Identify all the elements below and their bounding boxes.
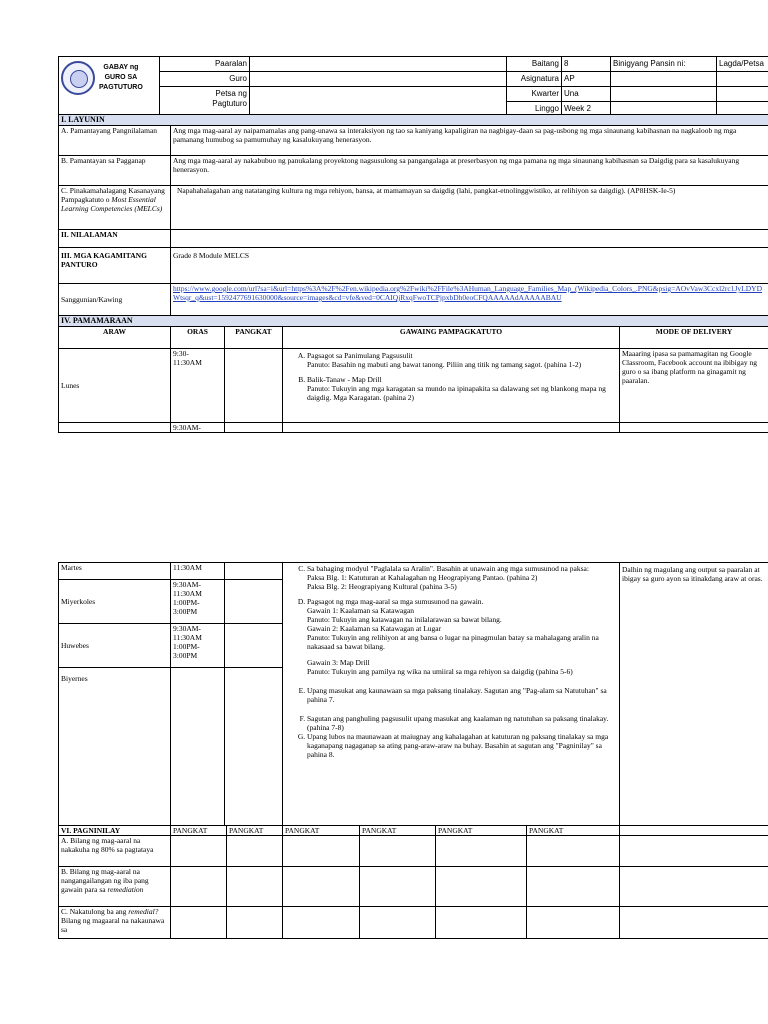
pagninilay-c-cell[interactable] <box>436 907 527 939</box>
nilalaman-value <box>171 230 768 248</box>
next-oras: 9:30AM- <box>171 423 225 433</box>
pangkat-header-2: PANGKAT <box>227 826 283 836</box>
paaralan-value[interactable] <box>250 57 507 72</box>
gawain-c <box>307 564 617 591</box>
pagninilay-c-cell[interactable] <box>171 907 227 939</box>
pagninilay-table <box>58 825 768 939</box>
pamantayan-sa-pagganap-label: B. Pamantayan sa Pagganap <box>59 156 171 186</box>
lagda-cell-2 <box>717 72 768 87</box>
lunes-gawain-a-title: A. Pagsagot sa Panimulang Pagsusulit <box>307 351 413 360</box>
huwebes-pangkat <box>225 624 283 668</box>
lunes-gawain-a <box>307 351 617 369</box>
week-gawain <box>283 563 620 826</box>
sanggunian-link-cell <box>171 284 768 316</box>
pangkat-header-1: PANGKAT <box>171 826 227 836</box>
col-araw: ARAW <box>59 327 171 349</box>
lunes-mode: Maaaring ipasa sa pamamagitan ng Google Classroom, Facebook account na ibibigay ng guro o sa ibang platform na ginagamit ng paaralan. <box>620 349 768 423</box>
pagninilay-b-cell[interactable] <box>360 867 436 907</box>
col-pangkat: PANGKAT <box>225 327 283 349</box>
miyerkoles-oras-1: 9:30AM- <box>173 580 201 589</box>
lunes-gawain-b <box>307 375 617 402</box>
gawain-c-text: C. Sa bahaging modyul "Paglalala sa Aralin". Basahin at unawain ang mga sumusunod na paksa: <box>307 564 589 573</box>
lunes-pangkat <box>225 349 283 423</box>
asignatura-label: Asignatura <box>507 72 562 87</box>
header-logo-cell <box>59 57 160 117</box>
lunes-oras-line-1: 9:30- <box>173 349 189 358</box>
miyerkoles-oras-4: 3:00PM <box>173 607 198 616</box>
pagninilay-a-cell[interactable] <box>620 836 768 867</box>
pagninilay-a-cell[interactable] <box>283 836 360 867</box>
pamantayang-pangnilalaman-label: A. Pamantayang Pangnilalaman <box>59 126 171 156</box>
pagninilay-b-cell[interactable] <box>227 867 283 907</box>
miyerkoles-oras <box>171 580 225 624</box>
gawain-c-paksa-2: Paksa Blg. 2: Heograpiyang Kultural (pahina 3-5) <box>307 582 457 591</box>
baitang-label: Baitang <box>507 57 562 72</box>
melcs-label-line-1: C. Pinakamahalagang Kasanayang Pampagkatuto o <box>61 186 165 204</box>
pansin-cell-2 <box>611 72 717 87</box>
gawain-c-paksa-1: Paksa Blg. 1: Katuturan at Kahalagahan ng Heograpiyang Pantao. (pahina 2) <box>307 573 538 582</box>
pagninilay-b-label <box>59 867 171 907</box>
guro-value[interactable] <box>250 72 507 87</box>
pagninilay-c-cell[interactable] <box>360 907 436 939</box>
lesson-plan-body-table <box>58 114 768 433</box>
nilalaman-heading: II. NILALAMAN <box>59 230 171 248</box>
header-title-line-2: GURO SA <box>104 74 138 81</box>
martes-oras: 11:30AM <box>171 563 225 580</box>
bigyang-pansin-label: Binigyang Pansin ni: <box>611 57 717 72</box>
huwebes-oras-2: 11:30AM <box>173 633 202 642</box>
gawain-e: E. Upang masukat ang kaunawaan sa mga paksang tinalakay. Sagutan ang "Pag-alam sa Natutuhan" sa pahina 7. <box>307 686 617 704</box>
header-title-line-3: PAGTUTURO <box>99 84 143 91</box>
lesson-plan-header-table <box>58 56 768 117</box>
deped-seal-icon <box>61 61 95 95</box>
day-miyerkoles: Miyerkoles <box>59 580 171 624</box>
sanggunian-link[interactable]: https://www.google.com/url?sa=i&url=https%3A%2F%2Fen.wikipedia.org%2Fwiki%2FFile%3AHuman_Language_Families_Map_(Wikipedia_Colors_.PNG&psig=AOvVaw3Ccxl2rc1JyLDYDWtsqr_q&ust=1592477691630000&source=images&cd=vfe&ved=0CAIQjRxqFwoTCPjpxbDh0eoCFQAAAAAdAAAAABAU <box>173 284 762 302</box>
gawain-f: F. Sagutan ang panghuling pagsusulit upang masukat ang kaalaman ng natutuhan sa paksang tinalakay. (pahina 7-8) <box>307 714 617 732</box>
pangkat-header-extra <box>620 826 768 836</box>
page-2 <box>58 562 768 944</box>
pagninilay-b-cell[interactable] <box>527 867 620 907</box>
huwebes-oras-1: 9:30AM- <box>173 624 201 633</box>
miyerkoles-oras-3: 1:00PM- <box>173 598 200 607</box>
melcs-text <box>171 186 768 230</box>
next-mode <box>620 423 768 433</box>
col-oras: ORAS <box>171 327 225 349</box>
gawain-1-body: Panuto: Tukuyin ang katawagan na inilalarawan sa bawat bilang. <box>307 615 502 624</box>
petsa-label-line-2: Pagtuturo <box>212 99 247 108</box>
petsa-label-line-1: Petsa ng <box>215 89 247 98</box>
pansin-cell-3 <box>611 87 717 102</box>
lunes-gawain <box>283 349 620 423</box>
biyernes-oras <box>171 668 225 826</box>
kagamitan-module: Grade 8 Module MELCS <box>171 248 768 284</box>
gawain-1-title: Gawain 1: Kaalaman sa Katawagan <box>307 606 415 615</box>
baitang-value[interactable]: 8 <box>562 57 611 72</box>
miyerkoles-oras-2: 11:30AM <box>173 589 202 598</box>
day-huwebes: Huwebes <box>59 624 171 668</box>
col-gawain: GAWAING PAMPAGKATUTO <box>283 327 620 349</box>
pagninilay-b-cell[interactable] <box>171 867 227 907</box>
pangkat-header-3: PANGKAT <box>283 826 360 836</box>
lagda-label: Lagda/Petsa <box>717 57 768 72</box>
pagninilay-b-cell[interactable] <box>283 867 360 907</box>
pagninilay-a-cell[interactable] <box>171 836 227 867</box>
header-title-line-1: GABAY ng <box>103 64 139 71</box>
gawain-d-text: D. Pagsagot ng mga mag-aaral sa mga sumusunod na gawain. <box>307 597 484 606</box>
melcs-label-line-2: Most Essential Learning Competencies (MELCs) <box>61 195 163 213</box>
day-martes: Martes <box>59 563 171 580</box>
melcs-text-value: Napahahalagahan ang natatanging kultura ng mga rehiyon, bansa, at mamamayan sa daigdig (lahi, pangkat-etnolinggwistiko, at relihiyon sa daigdig). (AP8HSK-Ie-5) <box>177 186 676 195</box>
kwarter-label: Kwarter <box>507 87 562 102</box>
biyernes-pangkat <box>225 668 283 826</box>
pagninilay-a-cell[interactable] <box>527 836 620 867</box>
pagninilay-c-label <box>59 907 171 939</box>
melcs-label <box>59 186 171 230</box>
guro-label: Guro <box>160 72 250 87</box>
gawain-g: G. Upang lubos na maunawaan at maiugnay ang kahalagahan at katuturan ng paksang tinalakay sa mga kaganapang nagaganap sa ating pang-araw-araw na buhay. Basahin at sagutan ang "Pagninilay" sa pahina 8. <box>307 732 617 759</box>
next-gawain <box>283 423 620 433</box>
pamamaraan-heading: IV. PAMAMARAAN <box>59 316 768 327</box>
pagninilay-b-cell[interactable] <box>620 867 768 907</box>
petsa-value[interactable] <box>250 87 507 117</box>
pagninilay-heading: VI. PAGNINILAY <box>59 826 171 836</box>
pagninilay-c-cell[interactable] <box>283 907 360 939</box>
huwebes-oras-4: 3:00PM <box>173 651 198 660</box>
procedure-continued-table <box>58 562 768 826</box>
petsa-label <box>160 87 250 117</box>
lagda-cell-3 <box>717 87 768 102</box>
pangkat-header-4: PANGKAT <box>360 826 436 836</box>
pagninilay-a-cell[interactable] <box>360 836 436 867</box>
lunes-oras <box>171 349 225 423</box>
paaralan-label: Paaralan <box>160 57 250 72</box>
martes-pangkat <box>225 563 283 580</box>
layunin-heading: I. LAYUNIN <box>59 115 768 126</box>
sanggunian-label: Sanggunian/Kawing <box>59 284 171 316</box>
kagamitan-heading: III. MGA KAGAMITANG PANTURO <box>59 248 171 284</box>
page-1 <box>58 56 768 440</box>
linggo-value[interactable]: Week 2 <box>562 102 611 117</box>
day-lunes: Lunes <box>59 349 171 423</box>
gawain-3-body: Panuto: Tukuyin ang pamilya ng wika na umiiral sa mga rehiyon sa daigdig (pahina 5-6) <box>307 667 573 676</box>
pagninilay-b-label-text: B. Bilang ng mag-aaral na nangangailangan ng iba pang gawain para sa <box>61 867 149 894</box>
gawain-2-title: Gawain 2: Kaalaman sa Katawagan at Lugar <box>307 624 442 633</box>
pagninilay-a-label: A. Bilang ng mag-aaral na nakakuha ng 80% sa pagtataya <box>59 836 171 867</box>
pangkat-header-5: PANGKAT <box>436 826 527 836</box>
gawain-3-title: Gawain 3: Map Drill <box>307 658 370 667</box>
pagninilay-c-label-text: C. Nakatulong ba ang <box>61 907 127 916</box>
pagninilay-b-label-italic: remediation <box>107 885 144 894</box>
linggo-label: Linggo <box>507 102 562 117</box>
pangkat-header-6: PANGKAT <box>527 826 620 836</box>
gawain-2-body: Panuto: Tukuyin ang relihiyon at ang bansa o lugar na pinagmulan batay sa mahalagang aralin na nakasaad sa bawat bilang. <box>307 633 599 651</box>
week-mode: Dalhin ng magulang ang output sa paaralan at ibigay sa guro ayon sa itinakdang araw at oras. <box>620 563 768 826</box>
asignatura-value[interactable]: AP <box>562 72 611 87</box>
lunes-gawain-b-body: Panuto: Tukuyin ang mga karagatan sa mundo na ipinapakita sa dalawang set ng blankong mapa ng daigdig. Mga Karagatan. (pahina 2) <box>307 384 606 402</box>
miyerkoles-pangkat <box>225 580 283 624</box>
huwebes-oras-3: 1:00PM- <box>173 642 200 651</box>
pagninilay-c-cell[interactable] <box>527 907 620 939</box>
kwarter-value[interactable]: Una <box>562 87 611 102</box>
pagninilay-c-label-italic: remedial? <box>128 907 159 916</box>
pagninilay-c-label-rest: Bilang ng magaaral na nakaunawa sa <box>61 916 165 934</box>
day-biyernes: Biyernes <box>59 668 171 826</box>
lunes-oras-line-2: 11:30AM <box>173 358 202 367</box>
huwebes-oras <box>171 624 225 668</box>
pagninilay-a-cell[interactable] <box>436 836 527 867</box>
pagninilay-b-cell[interactable] <box>436 867 527 907</box>
lunes-gawain-a-body: Panuto: Basahin ng mabuti ang bawat tanong. Piliin ang titik ng tamang sagot. (pahina 1-2) <box>307 360 582 369</box>
gawain-d <box>307 597 617 676</box>
pamantayang-pangnilalaman-text: Ang mga mag-aaral ay naipamamalas ang pang-unawa sa interaksiyon ng tao sa kaniyang kapaligiran na nagbigay-daan sa pag-usbong ng mga sinaunang kabihasnan na nagkaloob ng mga pamanang humubog sa pamumuhay ng kasalukuyang henerasyon. <box>171 126 768 156</box>
next-pangkat <box>225 423 283 433</box>
next-day-cell <box>59 423 171 433</box>
col-mode: MODE OF DELIVERY <box>620 327 768 349</box>
pagninilay-c-cell[interactable] <box>227 907 283 939</box>
pagninilay-c-cell[interactable] <box>620 907 768 939</box>
pagninilay-a-cell[interactable] <box>227 836 283 867</box>
lunes-gawain-b-title: B. Balik-Tanaw - Map Drill <box>307 375 382 384</box>
pamantayan-sa-pagganap-text: Ang mga mag-aaral ay nakabubuo ng panukalang proyektong nagsusulong sa pangangalaga at preserbasyon ng mga pamana ng mga sinaunang kabihasnan sa Daigdig para sa kasalukuyang henerasyon. <box>171 156 768 186</box>
